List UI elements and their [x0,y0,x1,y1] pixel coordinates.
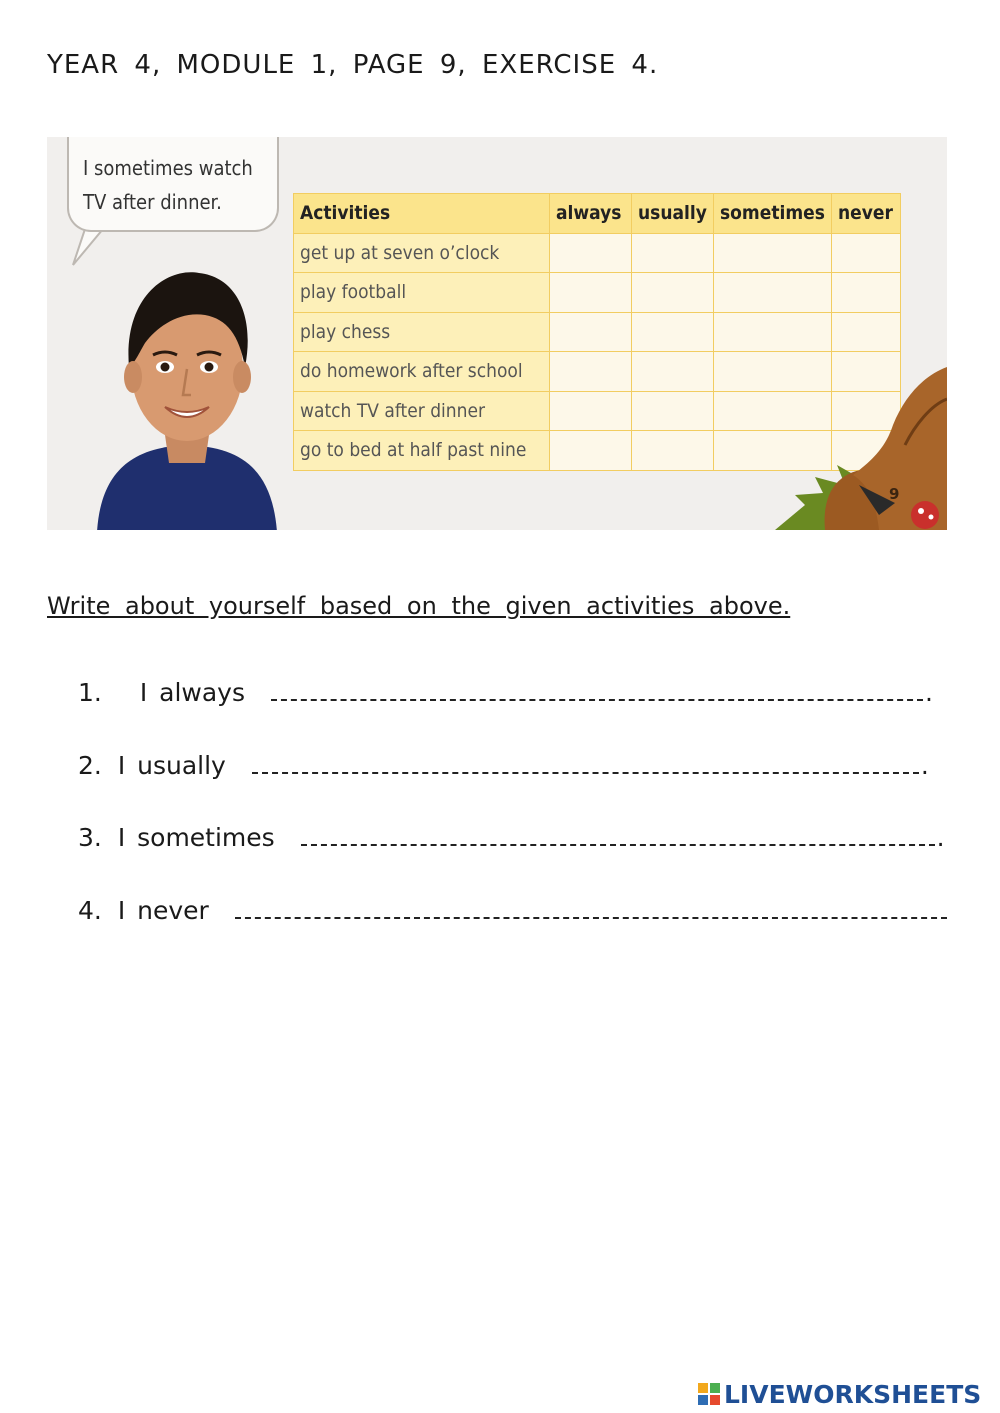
activity-cell: watch TV after dinner [294,391,550,431]
header-sometimes: sometimes [714,194,832,234]
frequency-cell [831,273,900,313]
speech-bubble [67,137,279,232]
activity-cell: do homework after school [294,352,550,392]
item-end: . [924,678,933,707]
frequency-cell [632,273,714,313]
table-row [294,233,901,273]
frequency-cell [550,431,632,471]
frequency-cell [550,352,632,392]
table-row [294,273,901,313]
header-always: always [550,194,632,234]
frequency-cell [632,391,714,431]
item-prompt: I never [117,896,209,925]
list-item [78,751,929,780]
list-item [78,823,945,852]
boy-illustration-icon [87,257,287,530]
page-title: YEAR 4, MODULE 1, PAGE 9, EXERCISE 4. [47,50,659,80]
frequency-cell [550,233,632,273]
activity-cell: play football [294,273,550,313]
item-end: . [936,823,945,852]
table-row [294,312,901,352]
frequency-cell [632,233,714,273]
list-item [78,678,933,707]
answer-blank[interactable] [271,693,923,701]
frequency-cell [714,312,832,352]
header-never: never [831,194,900,234]
frequency-cell [550,312,632,352]
liveworksheets-logo-icon [697,1382,721,1406]
frequency-cell [550,273,632,313]
activity-cell: play chess [294,312,550,352]
item-number: 3. [78,823,102,852]
liveworksheets-brand [697,1378,981,1410]
item-prompt: I usually [117,751,226,780]
frequency-cell [831,312,900,352]
item-number: 2. [78,751,102,780]
item-number: 4. [78,896,102,925]
textbook-page-number: 9 [889,485,900,503]
item-prompt: I always [139,678,245,707]
item-end: . [920,751,929,780]
instruction-text: Write about yourself based on the given activities above. [47,592,791,620]
item-number: 1. [78,678,102,707]
answer-blank[interactable] [252,766,919,774]
answer-blank[interactable] [235,911,947,919]
activity-cell: go to bed at half past nine [294,431,550,471]
frequency-cell [714,233,832,273]
textbook-illustration [47,137,947,530]
list-item [78,896,949,925]
frequency-cell [632,312,714,352]
speech-line-2: TV after dinner. [83,190,222,214]
activity-cell: get up at seven o’clock [294,233,550,273]
answer-blank[interactable] [301,838,935,846]
brand-name: LIVEWORKSHEETS [724,1379,982,1409]
tree-stump-icon [775,365,947,530]
header-activities: Activities [294,194,550,234]
frequency-cell [550,391,632,431]
item-prompt: I sometimes [117,823,275,852]
frequency-cell [632,431,714,471]
frequency-cell [714,273,832,313]
table-header-row [294,194,901,234]
speech-line-1: I sometimes watch [83,156,253,180]
frequency-cell [831,233,900,273]
header-usually: usually [632,194,714,234]
frequency-cell [632,352,714,392]
